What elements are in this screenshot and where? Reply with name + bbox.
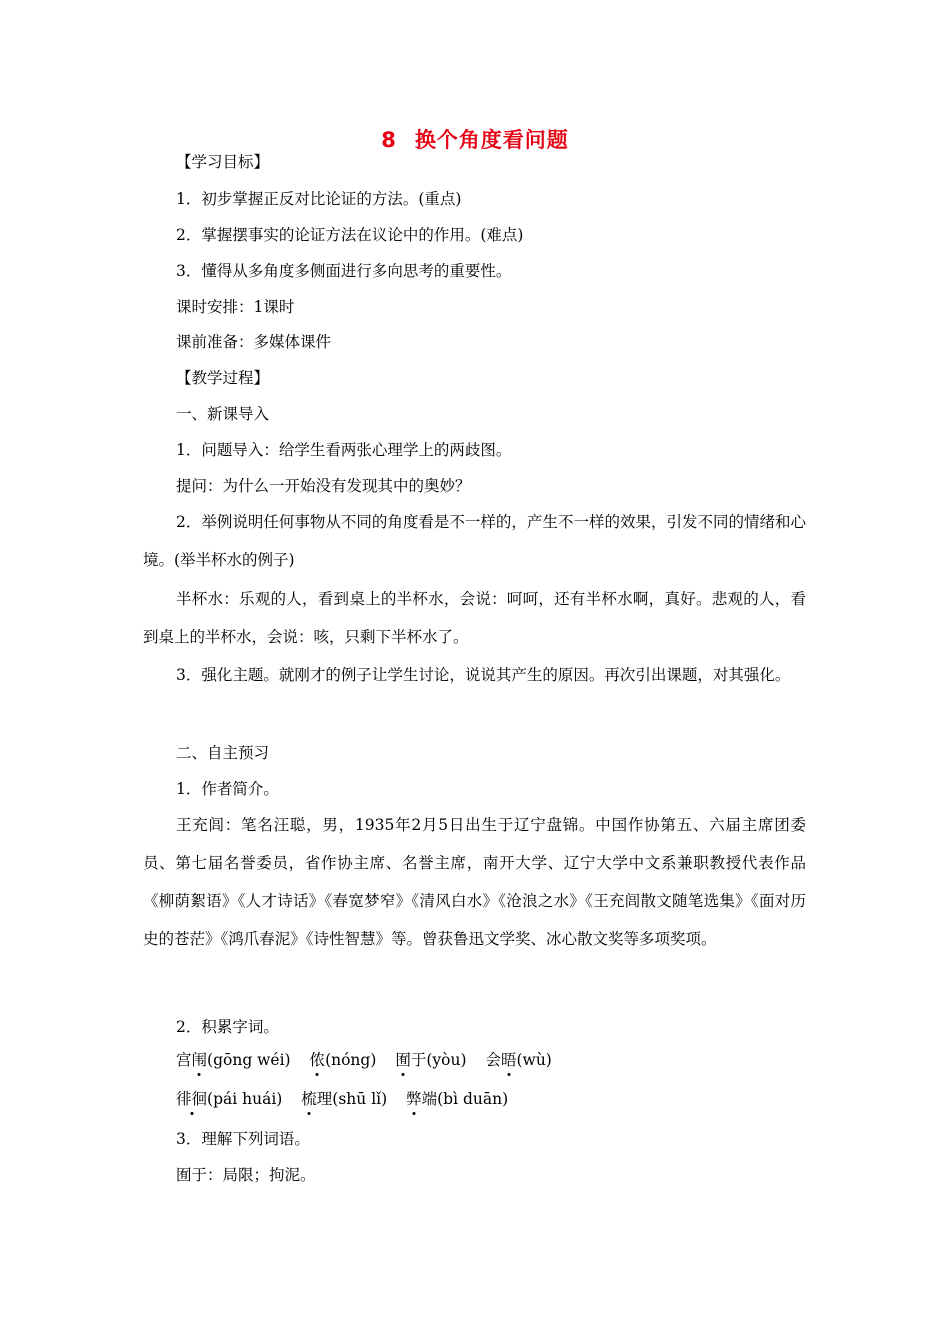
- vocab-heading: 2．积累字词。: [176, 1018, 279, 1036]
- objective-item-3: 3．懂得从多角度多侧面进行多向思考的重要性。: [176, 262, 512, 280]
- page-title: [0, 124, 950, 154]
- preparation: 课前准备：多媒体课件: [176, 333, 332, 351]
- lesson-title: 换个角度看问题: [414, 128, 569, 152]
- section1-paragraph-3: 2．举例说明任何事物从不同的角度看是不一样的，产生不一样的效果，引发不同的情绪和心境。(举半杯水的例子): [143, 513, 806, 569]
- objective-item-1: 1．初步掌握正反对比论证的方法。(重点): [176, 190, 462, 208]
- section1-heading: 一、新课导入: [176, 405, 270, 423]
- vocab-item: 梳理(shū lǐ): [301, 1090, 388, 1108]
- section1-paragraph-5: 3．强化主题。就刚才的例子让学生讨论，说说其产生的原因。再次引出课题，对其强化。: [176, 666, 791, 684]
- vocab-item: 囿于(yòu): [395, 1051, 467, 1069]
- section1-paragraph-1: 1．问题导入：给学生看两张心理学上的两歧图。: [176, 441, 512, 459]
- schedule: 课时安排：1课时: [176, 298, 295, 316]
- author-heading: 1．作者简介。: [176, 780, 279, 798]
- objectives-heading: 【学习目标】: [176, 153, 270, 171]
- process-heading: 【教学过程】: [176, 369, 270, 387]
- vocab-item: 会晤(wù): [485, 1051, 552, 1069]
- lesson-number: 8: [381, 128, 397, 152]
- words-heading: 3．理解下列词语。: [176, 1130, 310, 1148]
- author-paragraph: 王充闾：笔名汪聪，男，1935年2月5日出生于辽宁盘锦。中国作协第五、六届主席团委员、第七届名誉委员，省作协主席、名誉主席，南开大学、辽宁大学中文系兼职教授代表作品《柳荫絮语》《人才诗话》《春宽梦窄》《清风白水》《沧浪之水》《王充闾散文随笔选集》《面对历史的苍茫》《鸿爪春泥》《诗性智慧》等。曾获鲁迅文学奖、冰心散文奖等多项奖项。: [143, 816, 806, 948]
- vocab-item: 侬(nóng): [309, 1051, 377, 1069]
- vocab-item: 徘徊(pái huái): [176, 1090, 283, 1108]
- section1-paragraph-2: 提问：为什么一开始没有发现其中的奥妙？: [176, 477, 471, 495]
- words-paragraph-1: 囿于：局限；拘泥。: [176, 1166, 316, 1184]
- vocab-item: 宫闱(gōng wéi): [176, 1051, 291, 1069]
- section2-heading: 二、自主预习: [176, 744, 270, 762]
- section1-paragraph-4: 半杯水：乐观的人，看到桌上的半杯水，会说：呵呵，还有半杯水啊，真好。悲观的人，看到桌上的半杯水，会说：咳，只剩下半杯水了。: [143, 590, 806, 646]
- vocab-row-1: [176, 1050, 566, 1070]
- objective-item-2: 2．掌握摆事实的论证方法在议论中的作用。(难点): [176, 226, 524, 244]
- vocab-item: 弊端(bì duān): [406, 1090, 509, 1108]
- vocab-row-2: [176, 1089, 522, 1109]
